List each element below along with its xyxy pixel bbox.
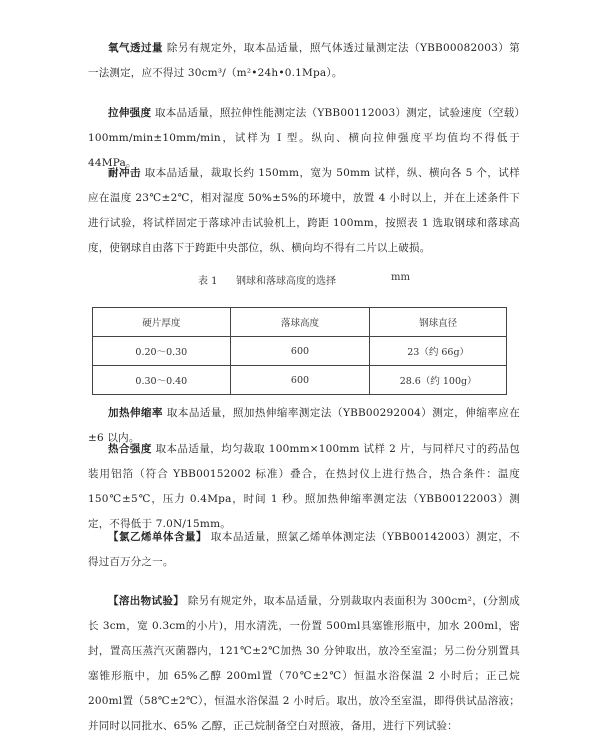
term-oxygen-permeability: 氧气透过量 <box>108 42 164 54</box>
paragraph-text: 取本品适量，裁取长约 150mm，宽为 50mm 试样，纵、横向各 5 个，试样应在温度 23℃±2℃，相对湿度 50%±5%的环境中，放置 4 小时以上，并在上述条件下进行试验，将试样固定于落球冲击试验机上，跨距 100mm，按照表 1 选取钢球和落球高度，使钢球自由落下于跨距中央部位，纵、横向均不得有二片以上破损。 <box>88 167 520 254</box>
table-header-cell: 钢球直径 <box>370 308 507 337</box>
table-row <box>93 366 507 395</box>
term-tensile-strength: 拉伸强度 <box>108 107 152 119</box>
paragraph-text: 取本品适量，照拉伸性能测定法（YBB00112003）测定，试验速度（空载）100mm/min±10mm/min，试样为 I 型。纵向、横向拉伸强度平均值均不得低于 44MPa。 <box>88 107 521 169</box>
table-cell: 28.6（约 100g） <box>370 366 507 395</box>
paragraph-text: 除另有规定外，取本品适量，分别裁取内表面积为 300cm²，(分割成长 3cm，宽 0.3cm的小片)，用水清洗，一份置 500ml具塞锥形瓶中，加水 200ml，密封，置高压蒸汽灭菌器内，121℃±2℃加热 30 分钟取出，放冷至室温；另二份分别置具塞锥形瓶中，加 65%乙醇 200ml置（70℃±2℃）恒温水浴保温 2 小时后；正己烷 200ml置（58℃±2℃），恒温水浴保温 2 小时后。取出，放冷至室温，即得供试品溶液；并同时以同批水、65% 乙醇，正己烷制备空白对照液，备用，进行下列试验： <box>88 595 520 732</box>
table-cell: 0.20～0.30 <box>93 337 231 366</box>
table-header-row <box>93 308 507 337</box>
table-row <box>93 337 507 366</box>
table-header-cell: 落球高度 <box>230 308 370 337</box>
table-caption-number: 表 1 <box>198 276 218 287</box>
paragraph-text: 除另有规定外，取本品适量，照气体透过量测定法（YBB00082003）第一法测定，应不得过 30cm³/（m²•24h•0.1Mpa）。 <box>88 42 520 79</box>
table-header-cell: 硬片厚度 <box>93 308 231 337</box>
paragraph-text: 取本品适量，照氯乙烯单体测定法（YBB00142003）测定，不得过百万分之一。 <box>88 531 520 568</box>
paragraph-impact-resistance <box>88 161 520 261</box>
term-heat-shrinkage: 加热伸缩率 <box>108 407 164 419</box>
table-caption-unit: mm <box>391 272 410 283</box>
table-caption-title: 钢球和落球高度的选择 <box>236 276 336 287</box>
term-extractables: 【溶出物试验】 <box>108 595 185 607</box>
term-heat-seal-strength: 热合强度 <box>108 443 152 455</box>
table-cell: 0.30～0.40 <box>93 366 231 395</box>
table-cell: 23（约 66g） <box>370 337 507 366</box>
paragraph-text: 取本品适量，照加热伸缩率测定法（YBB00292004）测定，伸缩率应在±6 以内。 <box>88 407 520 444</box>
paragraph-text: 取本品适量，均匀裁取 100mm×100mm 试样 2 片，与同样尺寸的药品包装用铝箔（符合 YBB00152002 标准）叠合，在热封仪上进行热合，热合条件：温度 150℃±5℃，压力 0.4Mpa，时间 1 秒。照加热伸缩率测定法（YBB00122003）测定，不得低于 7.0N/15mm。 <box>88 443 520 530</box>
term-vinyl-chloride-monomer: 【氯乙烯单体含量】 <box>108 531 208 543</box>
paragraph-vinyl-chloride-monomer <box>88 525 520 575</box>
table-cell: 600 <box>230 337 370 366</box>
paragraph-oxygen-permeability <box>88 36 520 86</box>
term-impact-resistance: 耐冲击 <box>108 167 141 179</box>
paragraph-heat-seal-strength <box>88 437 520 537</box>
ball-selection-table <box>92 307 507 395</box>
paragraph-extractables <box>88 589 520 739</box>
table-cell: 600 <box>230 366 370 395</box>
